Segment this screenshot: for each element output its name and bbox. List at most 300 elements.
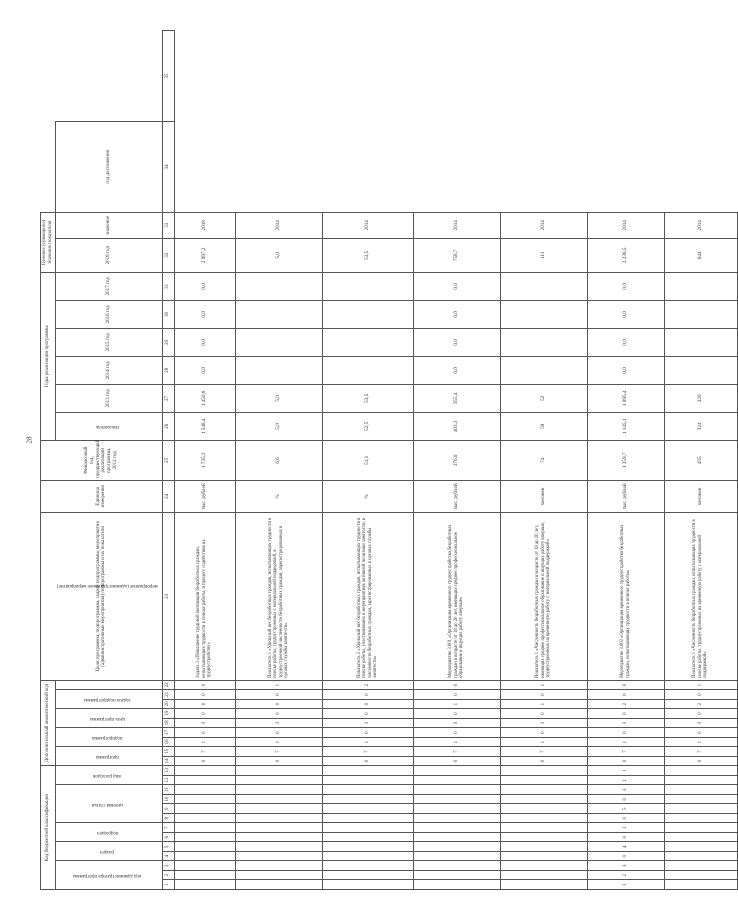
code-digit	[235, 814, 322, 824]
code-digit	[413, 718, 500, 728]
column-number-row	[162, 31, 174, 890]
column-number	[162, 384, 174, 412]
year-header	[56, 272, 163, 300]
year-header-text: 2016 год	[105, 305, 111, 324]
code-digit-text: 0	[201, 693, 207, 696]
budget-code-header-text: Код бюджетной классификации	[45, 793, 51, 862]
column-number	[162, 718, 174, 728]
code-digit	[413, 747, 500, 757]
code-digit-text: 0	[540, 693, 546, 696]
target-value	[500, 238, 587, 272]
year-header-text: 2013 год	[105, 389, 111, 408]
budget-subheader-text: подраздел	[96, 830, 119, 836]
year-header	[56, 238, 163, 272]
code-digit	[413, 852, 500, 862]
code-digit-text: 3	[275, 721, 281, 725]
indicator-name-text: Мероприятие 3.001 «Организация временного трудоустройства безработных граждан в возрасте от 18 до 20 лет, имеющих среднее профессиональное образование и ищущих работу впервые»	[448, 524, 465, 678]
year-value-text: 0,0	[621, 311, 628, 318]
code-digit-text: 5	[622, 807, 628, 810]
column-number-text: 13	[165, 768, 171, 773]
column-number-text: 20	[165, 701, 171, 707]
code-digit	[664, 766, 737, 776]
code-digit	[664, 747, 737, 757]
code-digit	[500, 880, 587, 890]
target-value-header	[56, 212, 163, 238]
code-digit	[587, 814, 664, 824]
code-digit	[500, 795, 587, 805]
column-number	[162, 238, 174, 272]
indicator-name	[664, 512, 737, 680]
column-number	[162, 440, 174, 480]
code-digit	[413, 842, 500, 852]
code-digit-text: 1	[275, 740, 281, 744]
year-value-text: 0,0	[621, 339, 628, 346]
code-digit	[587, 699, 664, 709]
year-value-text: 0,0	[621, 367, 628, 374]
code-digit	[322, 861, 413, 871]
table-row	[500, 31, 587, 890]
code-digit	[174, 880, 235, 890]
year-value-text: 1 145,1	[621, 418, 628, 435]
year-value-text: 0,0	[200, 339, 207, 346]
code-digit	[587, 776, 664, 786]
target-year	[500, 212, 587, 238]
year-value-text: 59	[539, 423, 546, 429]
code-digit	[500, 785, 587, 795]
year-header-text: 2014 год	[105, 361, 111, 380]
year-value	[500, 356, 587, 384]
column-number-text: 2	[165, 874, 171, 877]
code-digit	[500, 728, 587, 738]
code-digit	[664, 718, 737, 728]
column-number	[162, 814, 174, 824]
code-digit	[413, 814, 500, 824]
code-digit	[322, 795, 413, 805]
target-value-text: 111	[539, 251, 546, 259]
budget-subheader	[56, 842, 163, 861]
code-digit	[500, 814, 587, 824]
target-value-text: 5,0	[274, 252, 281, 259]
code-digit	[664, 880, 737, 890]
year-value-text: 0,0	[200, 283, 207, 290]
code-digit-text: 0	[201, 759, 207, 763]
code-digit	[235, 785, 322, 795]
code-digit-text: 1	[622, 826, 628, 829]
budget-subheader-text: целевая статья	[91, 801, 123, 807]
year-value-text: 5,0	[274, 395, 281, 402]
target-value-text: 644	[696, 251, 703, 260]
code-digit-text: 3	[622, 721, 628, 725]
prev-year-value	[587, 440, 664, 480]
column-number-text: 9	[165, 807, 171, 810]
code-digit	[587, 747, 664, 757]
prev-year-column-header-text: Финансовый год, предшествующий реализации программы, 2012 год	[84, 439, 118, 478]
code-digit-text: 0	[622, 855, 628, 858]
code-digit	[235, 737, 322, 747]
code-digit	[587, 795, 664, 805]
column-number-text: 21	[165, 691, 171, 697]
program-subheader-text: задача подпрограммы	[84, 697, 131, 703]
code-digit	[235, 842, 322, 852]
code-digit	[322, 756, 413, 766]
column-number-text: 24	[165, 493, 171, 499]
code-digit	[322, 680, 413, 690]
code-digit-text: 0	[622, 693, 628, 696]
year-value	[413, 412, 500, 440]
year-value-text: 324	[696, 422, 703, 431]
code-digit	[413, 728, 500, 738]
prev-year-value	[235, 440, 322, 480]
code-digit	[174, 756, 235, 766]
column-number	[162, 480, 174, 512]
code-digit	[235, 699, 322, 709]
unit-cell	[413, 480, 500, 512]
unit-cell-text: человек	[696, 487, 703, 505]
code-digit	[322, 728, 413, 738]
year-value	[235, 384, 322, 412]
code-digit-text: 7	[201, 750, 207, 753]
year-value	[413, 272, 500, 300]
column-number-text: 27	[165, 395, 171, 401]
unit-cell	[664, 480, 737, 512]
code-digit	[500, 871, 587, 881]
column-number	[162, 776, 174, 786]
unit-cell-text: тыс. рублей	[452, 483, 459, 510]
year-value-text: 0,0	[200, 367, 207, 374]
code-digit-text: 0	[453, 759, 459, 763]
code-digit	[413, 690, 500, 700]
target-year	[174, 212, 235, 238]
code-digit	[413, 823, 500, 833]
program-code-header	[41, 680, 56, 766]
program-table-container	[40, 30, 709, 890]
code-digit	[587, 709, 664, 719]
prev-year-value	[664, 440, 737, 480]
target-year	[322, 212, 413, 238]
unit-cell-text: %	[274, 494, 281, 499]
code-digit-text: 3	[697, 721, 703, 725]
code-digit	[235, 880, 322, 890]
years-group-header	[41, 272, 56, 440]
prev-year-value	[500, 440, 587, 480]
column-number	[162, 212, 174, 238]
code-digit	[413, 699, 500, 709]
column-number	[162, 121, 174, 212]
year-value	[664, 384, 737, 412]
year-value-text: 1 450,8	[200, 390, 207, 407]
code-digit	[500, 756, 587, 766]
code-digit	[174, 766, 235, 776]
code-digit-text: 0	[364, 712, 370, 715]
year-value	[174, 384, 235, 412]
year-value	[235, 272, 322, 300]
code-digit-text: 0	[697, 759, 703, 763]
table-row	[664, 31, 737, 890]
column-number-text: 16	[165, 739, 171, 745]
year-value	[413, 300, 500, 328]
code-digit-text: 2	[697, 702, 703, 706]
column-number-text: 8	[165, 817, 171, 820]
code-digit	[235, 728, 322, 738]
code-digit	[322, 709, 413, 719]
year-value-text: 0,0	[452, 311, 459, 318]
years-group-header-text: Годы реализации программы	[45, 325, 51, 388]
column-number	[162, 690, 174, 700]
prev-year-value	[174, 440, 235, 480]
column-number	[162, 747, 174, 757]
code-digit-text: 1	[622, 883, 628, 886]
code-digit	[235, 766, 322, 776]
code-digit	[500, 804, 587, 814]
year-value-text: 355,4	[452, 392, 459, 405]
year-value	[500, 272, 587, 300]
code-digit	[235, 690, 322, 700]
code-digit-text: 0	[622, 836, 628, 839]
code-digit-text: 2	[622, 702, 628, 706]
prev-year-value	[322, 440, 413, 480]
code-digit	[235, 680, 322, 690]
code-digit	[322, 718, 413, 728]
year-value	[664, 272, 737, 300]
code-digit	[664, 776, 737, 786]
code-digit-text: 0	[364, 759, 370, 763]
code-digit-text: 1	[622, 740, 628, 744]
year-header	[56, 328, 163, 356]
code-digit	[322, 737, 413, 747]
code-digit-text: 7	[364, 750, 370, 753]
year-value-text: 1 095,4	[621, 390, 628, 407]
code-digit-text: 1	[697, 740, 703, 744]
code-digit-text: 0	[453, 693, 459, 696]
code-digit	[413, 737, 500, 747]
budget-subheader-text: раздел	[100, 849, 115, 855]
code-digit	[413, 776, 500, 786]
column-number-text: 19	[165, 710, 171, 716]
code-digit	[413, 861, 500, 871]
code-digit	[235, 852, 322, 862]
code-digit	[500, 680, 587, 690]
code-digit	[235, 804, 322, 814]
prev-year-value-text: 74	[539, 457, 546, 463]
code-digit	[322, 871, 413, 881]
target-value	[174, 238, 235, 272]
code-digit-text: 0	[453, 683, 459, 687]
code-digit	[664, 842, 737, 852]
code-digit-text: 2	[622, 874, 628, 877]
indicator-name	[235, 512, 322, 680]
target-group-header	[41, 212, 56, 272]
year-header-text: 2018 год	[105, 246, 111, 265]
code-digit	[322, 880, 413, 890]
prev-year-value-text: 1 359,7	[621, 452, 628, 469]
year-value-text: 320	[696, 394, 703, 403]
column-number	[162, 785, 174, 795]
year-value	[413, 328, 500, 356]
code-digit	[235, 861, 322, 871]
year-header-text: 2015 год	[105, 333, 111, 352]
column-number	[162, 804, 174, 814]
program-subheader	[56, 709, 163, 728]
column-number-text: 22	[165, 682, 171, 688]
unit-cell-text: тыс. рублей	[621, 483, 628, 510]
code-digit-text: 0	[201, 683, 207, 687]
code-digit	[587, 842, 664, 852]
code-digit	[174, 842, 235, 852]
code-digit-text: 1	[540, 683, 546, 687]
code-digit-text: 0	[275, 712, 281, 715]
column-number-text: 33	[165, 222, 171, 228]
year-value-text: 53,5	[363, 393, 370, 403]
code-digit	[500, 699, 587, 709]
code-digit-text: 7	[697, 750, 703, 753]
code-digit-text: 0	[540, 731, 546, 734]
code-digit	[500, 842, 587, 852]
indicator-name	[500, 512, 587, 680]
target-year	[235, 212, 322, 238]
budget-subheader	[56, 823, 163, 842]
code-digit-text: 0	[364, 731, 370, 734]
column-number-text: 34	[165, 164, 171, 170]
code-digit-text: 0	[201, 731, 207, 734]
column-number	[162, 861, 174, 871]
code-digit-text: 0	[622, 817, 628, 820]
code-digit-text: 1	[201, 740, 207, 744]
target-year-text: 2014	[539, 220, 546, 231]
target-year	[587, 212, 664, 238]
code-digit	[500, 709, 587, 719]
column-number-text: 12	[165, 777, 171, 783]
code-digit	[322, 804, 413, 814]
code-digit	[587, 833, 664, 843]
year-value	[587, 384, 664, 412]
code-digit	[500, 690, 587, 700]
column-number-text: 31	[165, 283, 171, 289]
code-digit	[174, 861, 235, 871]
code-digit	[500, 747, 587, 757]
code-digit-text: 4	[622, 845, 628, 848]
code-digit-text: 7	[453, 750, 459, 753]
code-digit-text: 2	[364, 683, 370, 687]
column-number	[162, 795, 174, 805]
year-value	[664, 356, 737, 384]
code-digit-text: 0	[622, 712, 628, 715]
target-year-text: 2014	[696, 220, 703, 231]
code-digit	[664, 709, 737, 719]
year-value-text: 5,0	[274, 423, 281, 430]
target-value	[235, 238, 322, 272]
code-digit	[174, 814, 235, 824]
code-digit	[322, 747, 413, 757]
column-number	[162, 272, 174, 300]
year-header	[56, 300, 163, 328]
code-digit-text: 1	[540, 702, 546, 706]
code-digit	[664, 795, 737, 805]
code-digit	[235, 871, 322, 881]
indicator-name-text: Задача 3 «Повышение трудовой мотивации безработных граждан, испытывающих трудности в поиске работы, и процесс содействия их трудоустройству»	[196, 539, 213, 678]
code-digit	[413, 756, 500, 766]
code-digit	[587, 804, 664, 814]
column-number-text: 26	[165, 423, 171, 429]
year-value	[322, 356, 413, 384]
unit-column-header-text: Единица измерения	[95, 485, 107, 508]
year-value	[174, 356, 235, 384]
table-row	[413, 31, 500, 890]
target-year-text: 2018	[200, 220, 207, 231]
code-digit-text: 0	[697, 693, 703, 696]
prev-year-value-text: 376,0	[452, 454, 459, 467]
page-number: 28	[25, 436, 34, 444]
code-digit	[664, 756, 737, 766]
year-value-text: 0,0	[452, 367, 459, 374]
table-row	[322, 31, 413, 890]
indicator-name-text: Показатель 2 «Удельный вес безработных граждан, испытывающих трудности в поиске работы, участвовавших в мероприятиях активной политики занятости, в численности безработных граждан, зарегистрированных в органах службы занятости»	[356, 517, 378, 678]
code-digit	[587, 737, 664, 747]
target-value-header-text: значение	[105, 215, 111, 235]
code-digit	[413, 833, 500, 843]
unit-cell-text: %	[363, 494, 370, 499]
column-number	[162, 766, 174, 776]
code-digit	[322, 814, 413, 824]
code-digit	[587, 880, 664, 890]
year-header-text: 2017 год	[105, 277, 111, 296]
program-subheader-text: показатель	[95, 424, 119, 430]
target-year	[664, 212, 737, 238]
code-digit	[174, 699, 235, 709]
year-value-text: 0,0	[452, 339, 459, 346]
unit-cell	[587, 480, 664, 512]
column-number-text: 18	[165, 720, 171, 726]
target-value	[322, 238, 413, 272]
code-digit	[174, 728, 235, 738]
program-subheader	[56, 412, 163, 440]
header-row-1	[41, 31, 56, 890]
code-digit	[664, 737, 737, 747]
code-digit	[174, 795, 235, 805]
code-digit-text: 7	[540, 750, 546, 753]
column-number	[162, 871, 174, 881]
code-digit-text: 1	[622, 779, 628, 782]
code-digit	[235, 823, 322, 833]
indicator-name-text: Показатель 1 «Удельный вес безработных граждан, испытывающих трудности в поиске работы, трудоустроенных с материальной поддержкой, в трудоустроенной численности безработных граждан, зарегистрированных в органах службы занятости»	[267, 517, 289, 678]
target-year-header	[56, 121, 163, 212]
column-number-text: 6	[165, 836, 171, 839]
code-digit-text: 3	[453, 721, 459, 725]
year-value	[500, 300, 587, 328]
code-digit-text: 0	[622, 798, 628, 801]
year-value	[664, 412, 737, 440]
code-digit	[500, 718, 587, 728]
column-number	[162, 833, 174, 843]
code-digit	[235, 833, 322, 843]
code-digit	[664, 823, 737, 833]
code-digit-text: 0	[622, 759, 628, 763]
column-number	[162, 737, 174, 747]
program-subheader	[56, 728, 163, 747]
year-value	[587, 328, 664, 356]
code-digit	[174, 871, 235, 881]
budget-subheader-text: вид расходов	[93, 773, 122, 779]
code-digit	[500, 766, 587, 776]
code-digit	[587, 728, 664, 738]
year-value	[322, 384, 413, 412]
code-digit-text: 0	[622, 731, 628, 734]
year-value-text: 52,5	[363, 421, 370, 431]
code-digit	[235, 709, 322, 719]
year-value	[235, 300, 322, 328]
code-digit-text: 0	[540, 712, 546, 715]
column-number-text: 25	[165, 457, 171, 463]
code-digit	[174, 804, 235, 814]
